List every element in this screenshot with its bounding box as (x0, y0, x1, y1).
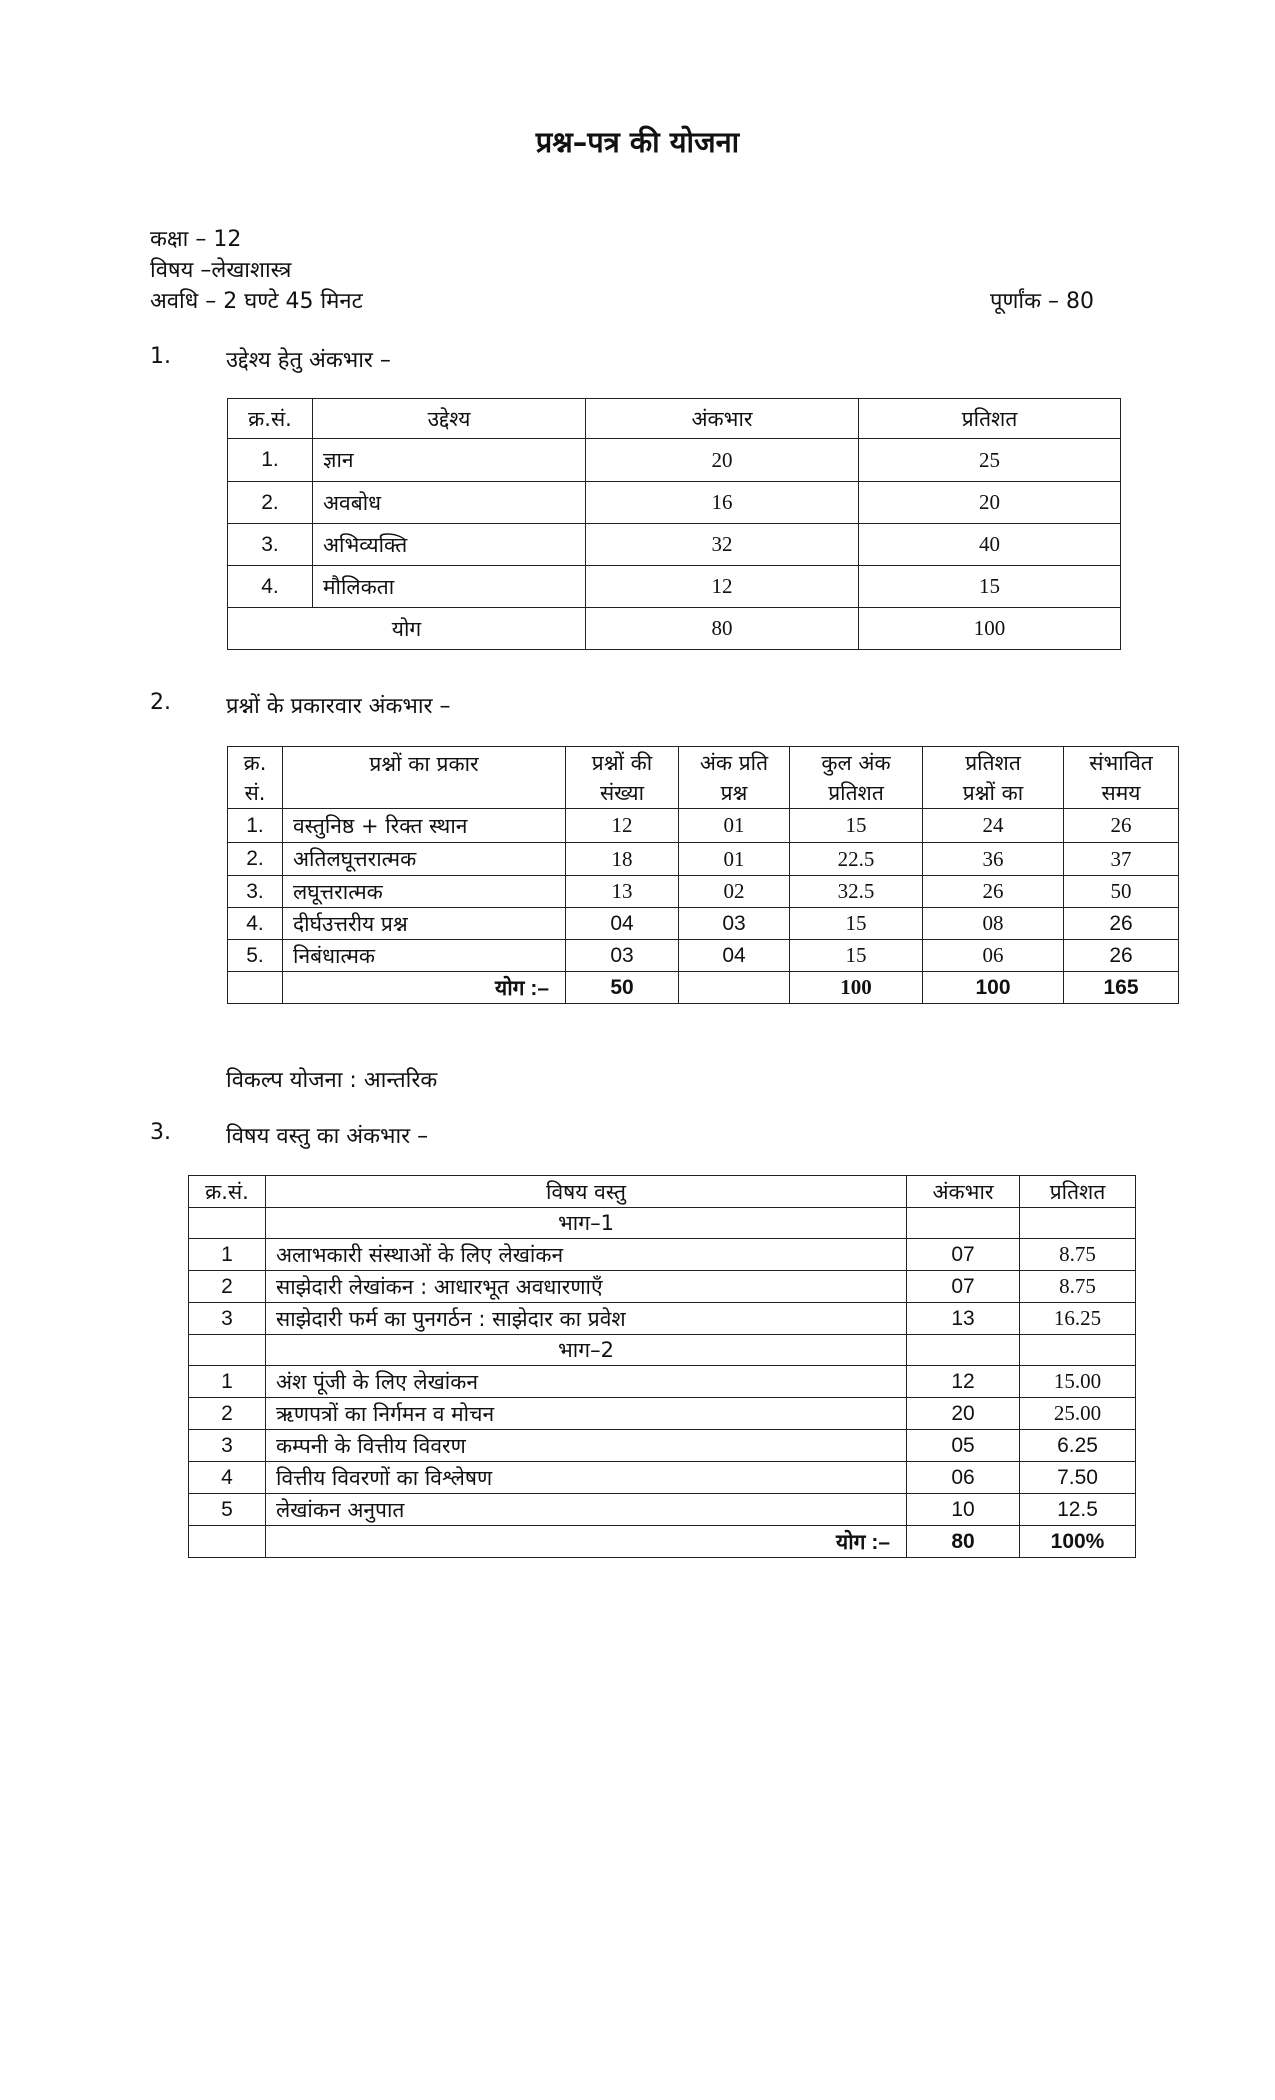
total-row (228, 972, 1179, 1004)
marks-cell: 06 (907, 1462, 1020, 1494)
time-cell: 26 (1064, 940, 1179, 972)
section-1-heading (150, 344, 750, 376)
percent-cell: 15.00 (1020, 1366, 1136, 1398)
empty-cell (907, 1208, 1020, 1239)
count-cell: 12 (566, 809, 679, 843)
total-percent-cell: 22.5 (790, 843, 923, 876)
section-number: 2. (150, 690, 171, 715)
table-row (189, 1303, 1136, 1335)
total-percent-cell: 32.5 (790, 876, 923, 908)
percent-cell: 6.25 (1020, 1430, 1136, 1462)
marks-cell: 07 (907, 1239, 1020, 1271)
topic-cell: कम्पनी के वित्तीय विवरण (266, 1430, 907, 1462)
serial-cell: 4 (189, 1462, 266, 1494)
table-row (228, 908, 1179, 940)
total-row (228, 608, 1121, 650)
topic-cell: ऋणपत्रों का निर्गमन व मोचन (266, 1398, 907, 1430)
part-row (189, 1208, 1136, 1239)
section-title: विषय वस्तु का अंकभार – (226, 1124, 429, 1149)
table-row (189, 1366, 1136, 1398)
count-cell: 03 (566, 940, 679, 972)
objective-cell: अभिव्यक्ति (313, 524, 586, 566)
col-header: अंक प्रति प्रश्न (679, 747, 790, 809)
marks-per-question-cell: 03 (679, 908, 790, 940)
topic-cell: अंश पूंजी के लिए लेखांकन (266, 1366, 907, 1398)
empty-cell (228, 972, 283, 1004)
serial-cell: 2. (228, 843, 283, 876)
count-cell: 04 (566, 908, 679, 940)
total-percent: 100 (790, 972, 923, 1004)
serial-cell: 3. (228, 876, 283, 908)
marks-per-question-cell: 04 (679, 940, 790, 972)
col-header: कुल अंक प्रतिशत (790, 747, 923, 809)
serial-cell: 3 (189, 1303, 266, 1335)
section-title: प्रश्नों के प्रकारवार अंकभार – (226, 694, 451, 719)
empty-cell (1020, 1335, 1136, 1366)
class-line: कक्षा – 12 (150, 227, 242, 252)
col-header: अंकभार (907, 1176, 1020, 1208)
objective-weightage-table (227, 398, 1121, 650)
serial-cell: 1. (228, 809, 283, 843)
section-number: 1. (150, 344, 171, 369)
serial-cell: 4. (228, 566, 313, 608)
total-count: 50 (566, 972, 679, 1004)
col-header: उद्देश्य (313, 399, 586, 439)
time-cell: 26 (1064, 809, 1179, 843)
time-cell: 37 (1064, 843, 1179, 876)
content-weightage-table (188, 1175, 1136, 1558)
serial-cell: 5. (228, 940, 283, 972)
col-header: संभावित समय (1064, 747, 1179, 809)
question-type-weightage-table (227, 746, 1179, 1004)
percent-cell: 25 (859, 439, 1121, 482)
serial-cell: 4. (228, 908, 283, 940)
table-row (228, 843, 1179, 876)
col-header: क्र. सं. (228, 747, 283, 809)
marks-per-question-cell: 01 (679, 843, 790, 876)
serial-cell: 2. (228, 482, 313, 524)
marks-per-question-cell: 02 (679, 876, 790, 908)
col-header: प्रतिशत प्रश्नों का (923, 747, 1064, 809)
col-header: प्रश्नों का प्रकार (283, 747, 566, 809)
question-percent-cell: 06 (923, 940, 1064, 972)
topic-cell: साझेदारी लेखांकन : आधारभूत अवधारणाएँ (266, 1271, 907, 1303)
percent-cell: 40 (859, 524, 1121, 566)
part-label: भाग–2 (266, 1335, 907, 1366)
total-label: योग :– (266, 1526, 907, 1558)
percent-cell: 16.25 (1020, 1303, 1136, 1335)
total-marks: 80 (586, 608, 859, 650)
table-row (228, 439, 1121, 482)
objective-cell: मौलिकता (313, 566, 586, 608)
marks-per-question-cell: 01 (679, 809, 790, 843)
subject-line: विषय –लेखाशास्त्र (150, 258, 292, 283)
marks-cell: 16 (586, 482, 859, 524)
topic-cell: लेखांकन अनुपात (266, 1494, 907, 1526)
percent-cell: 8.75 (1020, 1271, 1136, 1303)
percent-cell: 15 (859, 566, 1121, 608)
total-percent-cell: 15 (790, 809, 923, 843)
count-cell: 18 (566, 843, 679, 876)
marks-cell: 05 (907, 1430, 1020, 1462)
objective-cell: ज्ञान (313, 439, 586, 482)
question-percent-cell: 26 (923, 876, 1064, 908)
topic-cell: साझेदारी फर्म का पुनगर्ठन : साझेदार का प्रवेश (266, 1303, 907, 1335)
marks-cell: 12 (586, 566, 859, 608)
part-label: भाग–1 (266, 1208, 907, 1239)
col-header: विषय वस्तु (266, 1176, 907, 1208)
table-row (228, 524, 1121, 566)
total-question-percent: 100 (923, 972, 1064, 1004)
marks-cell: 32 (586, 524, 859, 566)
empty-cell (907, 1335, 1020, 1366)
marks-cell: 20 (586, 439, 859, 482)
serial-cell: 5 (189, 1494, 266, 1526)
total-time: 165 (1064, 972, 1179, 1004)
serial-cell: 3 (189, 1430, 266, 1462)
marks-cell: 12 (907, 1366, 1020, 1398)
total-marks: 80 (907, 1526, 1020, 1558)
col-header: प्रश्नों की संख्या (566, 747, 679, 809)
empty-cell (1020, 1208, 1136, 1239)
marks-cell: 20 (907, 1398, 1020, 1430)
objective-cell: अवबोध (313, 482, 586, 524)
table-row (189, 1430, 1136, 1462)
serial-cell: 1. (228, 439, 313, 482)
question-type-cell: दीर्घउत्तरीय प्रश्न (283, 908, 566, 940)
section-2-heading (150, 690, 750, 722)
percent-cell: 7.50 (1020, 1462, 1136, 1494)
table-row (189, 1271, 1136, 1303)
marks-cell: 13 (907, 1303, 1020, 1335)
total-percent: 100 (859, 608, 1121, 650)
total-percent: 100% (1020, 1526, 1136, 1558)
section-number: 3. (150, 1120, 171, 1145)
total-label: योग :– (283, 972, 566, 1004)
question-type-cell: निबंधात्मक (283, 940, 566, 972)
full-marks: पूर्णांक – 80 (990, 289, 1094, 314)
marks-cell: 10 (907, 1494, 1020, 1526)
table-row (228, 876, 1179, 908)
col-header: प्रतिशत (859, 399, 1121, 439)
table-row (189, 1398, 1136, 1430)
col-header: क्र.सं. (228, 399, 313, 439)
page-title: प्रश्न–पत्र की योजना (535, 125, 740, 159)
col-header: क्र.सं. (189, 1176, 266, 1208)
table-row (189, 1494, 1136, 1526)
topic-cell: वित्तीय विवरणों का विश्लेषण (266, 1462, 907, 1494)
question-percent-cell: 24 (923, 809, 1064, 843)
total-row (189, 1526, 1136, 1558)
question-type-cell: अतिलघूत्तरात्मक (283, 843, 566, 876)
topic-cell: अलाभकारी संस्थाओं के लिए लेखांकन (266, 1239, 907, 1271)
section-3-heading (150, 1120, 750, 1152)
serial-cell: 1 (189, 1366, 266, 1398)
empty-cell (189, 1526, 266, 1558)
option-scheme: विकल्प योजना : आन्तरिक (226, 1068, 438, 1093)
percent-cell: 8.75 (1020, 1239, 1136, 1271)
section-title: उद्देश्य हेतु अंकभार – (226, 348, 391, 373)
empty-cell (189, 1208, 266, 1239)
time-cell: 50 (1064, 876, 1179, 908)
time-cell: 26 (1064, 908, 1179, 940)
table-row (228, 482, 1121, 524)
serial-cell: 3. (228, 524, 313, 566)
marks-cell: 07 (907, 1271, 1020, 1303)
serial-cell: 1 (189, 1239, 266, 1271)
table-row (189, 1239, 1136, 1271)
serial-cell: 2 (189, 1398, 266, 1430)
table-row (189, 1462, 1136, 1494)
col-header: प्रतिशत (1020, 1176, 1136, 1208)
col-header: अंकभार (586, 399, 859, 439)
serial-cell: 2 (189, 1271, 266, 1303)
total-label: योग (228, 608, 586, 650)
total-percent-cell: 15 (790, 908, 923, 940)
empty-cell (189, 1335, 266, 1366)
table-row (228, 809, 1179, 843)
table-row (228, 566, 1121, 608)
question-type-cell: लघूत्तरात्मक (283, 876, 566, 908)
percent-cell: 12.5 (1020, 1494, 1136, 1526)
percent-cell: 20 (859, 482, 1121, 524)
question-type-cell: वस्तुनिष्ठ + रिक्त स्थान (283, 809, 566, 843)
part-row (189, 1335, 1136, 1366)
total-marks-per-question (679, 972, 790, 1004)
table-row (228, 940, 1179, 972)
duration-line: अवधि – 2 घण्टे 45 मिनट (150, 289, 363, 314)
count-cell: 13 (566, 876, 679, 908)
percent-cell: 25.00 (1020, 1398, 1136, 1430)
question-percent-cell: 36 (923, 843, 1064, 876)
total-percent-cell: 15 (790, 940, 923, 972)
question-percent-cell: 08 (923, 908, 1064, 940)
